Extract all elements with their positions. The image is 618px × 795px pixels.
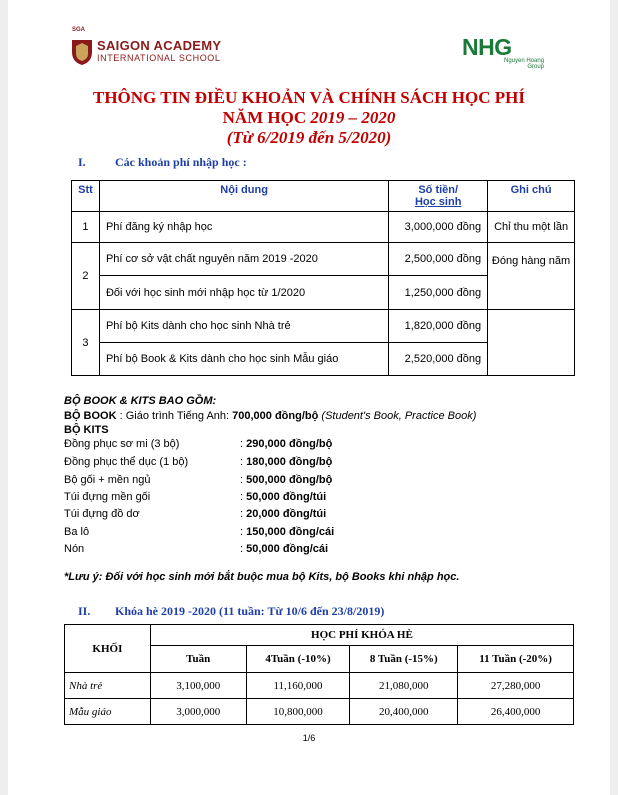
school-year: NĂM HỌC 2019 – 2020 xyxy=(222,108,396,127)
table-header-row xyxy=(65,625,574,646)
section2-heading: Khóa hè 2019 -2020 (11 tuần: Từ 10/6 đến 23/8/2019) xyxy=(115,604,385,618)
cell-value: 3,100,000 xyxy=(150,673,246,699)
col-group: HỌC PHÍ KHÓA HÈ xyxy=(150,625,573,646)
col-stt: Stt xyxy=(72,181,100,212)
cell-stt: 3 xyxy=(72,310,100,376)
section1-number: I. xyxy=(78,155,86,169)
nhg-logo: NHG xyxy=(462,34,512,60)
col-8weeks: 8 Tuần (-15%) xyxy=(350,646,458,673)
cell-note xyxy=(488,310,575,376)
cell-content: Phí bộ Kits dành cho học sinh Nhà trẻ xyxy=(99,310,388,343)
cell-note: Chỉ thu một lần xyxy=(488,212,575,243)
cell-content: Phí đăng ký nhập học xyxy=(99,212,388,243)
cell-value: 21,080,000 xyxy=(350,673,458,699)
kit-item: Ba lô : 150,000 đồng/cái xyxy=(64,526,335,538)
col-amount: Số tiền/ Học sinh xyxy=(389,181,488,212)
cell-value: 27,280,000 xyxy=(458,673,574,699)
summer-fee-table xyxy=(64,624,574,725)
col-khoi: KHỐI xyxy=(65,625,151,673)
table-row xyxy=(72,310,575,343)
sga-emblem-text: SGA xyxy=(72,27,86,33)
kits-label: BỘ KITS xyxy=(64,424,109,436)
col-note: Ghi chú xyxy=(488,181,575,212)
cell-value: 3,000,000 xyxy=(150,699,246,725)
col-11weeks: 11 Tuần (-20%) xyxy=(458,646,574,673)
sga-name-line1: SAIGON ACADEMY xyxy=(97,38,222,53)
cell-stt: 1 xyxy=(72,212,100,243)
table-row xyxy=(65,673,574,699)
col-content: Nội dung xyxy=(99,181,388,212)
kit-item: Túi đựng đồ dơ : 20,000 đồng/túi xyxy=(64,508,327,520)
cell-khoi: Nhà trẻ xyxy=(65,673,151,699)
kit-item: Đồng phục thể dục (1 bộ) : 180,000 đồng/bộ xyxy=(64,456,333,468)
cell-value: 11,160,000 xyxy=(246,673,350,699)
kit-item: Túi đựng mền gối : 50,000 đồng/túi xyxy=(64,491,327,503)
cell-value: 20,400,000 xyxy=(350,699,458,725)
table-row xyxy=(65,699,574,725)
page-number: 1/6 xyxy=(302,733,316,743)
cell-amount: 2,520,000 đồng xyxy=(389,343,488,376)
date-range: (Từ 6/2019 đến 5/2020) xyxy=(226,128,392,147)
col-4weeks: 4Tuần (-10%) xyxy=(246,646,350,673)
nhg-logo-sub: Nguyen Hoang Group xyxy=(504,58,545,70)
col-week: Tuần xyxy=(150,646,246,673)
kit-item: Nón : 50,000 đồng/cái xyxy=(64,543,329,555)
cell-content: Đối với học sinh mới nhập học từ 1/2020 xyxy=(99,276,388,310)
cell-amount: 1,820,000 đồng xyxy=(389,310,488,343)
cell-stt: 2 xyxy=(72,243,100,310)
sga-emblem-icon xyxy=(70,36,94,66)
document-page xyxy=(8,0,610,795)
kits-note: *Lưu ý: Đối với học sinh mới bắt buộc mua bộ Kits, bộ Books khi nhập học. xyxy=(64,571,460,583)
cell-amount: 1,250,000 đồng xyxy=(389,276,488,310)
cell-value: 10,800,000 xyxy=(246,699,350,725)
cell-note: Đóng hàng năm xyxy=(488,243,575,310)
table-row xyxy=(72,212,575,243)
book-line: BỘ BOOK : Giáo trình Tiếng Anh: 700,000 đồng/bộ (Student's Book, Practice Book) xyxy=(64,410,477,422)
cell-amount: 3,000,000 đồng xyxy=(389,212,488,243)
section2-number: II. xyxy=(78,604,91,618)
sga-name-line2: INTERNATIONAL SCHOOL xyxy=(97,53,221,63)
table-header-row xyxy=(72,181,575,212)
section1-heading: Các khoản phí nhập học : xyxy=(115,155,247,169)
table-row xyxy=(72,243,575,276)
cell-value: 26,400,000 xyxy=(458,699,574,725)
cell-content: Phí bộ Book & Kits dành cho học sinh Mẫu giáo xyxy=(99,343,388,376)
admission-fee-table xyxy=(71,180,575,376)
cell-content: Phí cơ sở vật chất nguyên năm 2019 -2020 xyxy=(99,243,388,276)
kit-item: Bộ gối + mền ngủ : 500,000 đồng/bộ xyxy=(64,474,333,486)
cell-khoi: Mẫu giáo xyxy=(65,699,151,725)
page-title: THÔNG TIN ĐIỀU KHOẢN VÀ CHÍNH SÁCH HỌC PHÍ xyxy=(93,88,525,107)
kit-item: Đồng phục sơ mi (3 bộ) : 290,000 đồng/bộ xyxy=(64,438,333,450)
cell-amount: 2,500,000 đồng xyxy=(389,243,488,276)
kits-heading: BỘ BOOK & KITS BAO GỒM: xyxy=(64,395,217,407)
